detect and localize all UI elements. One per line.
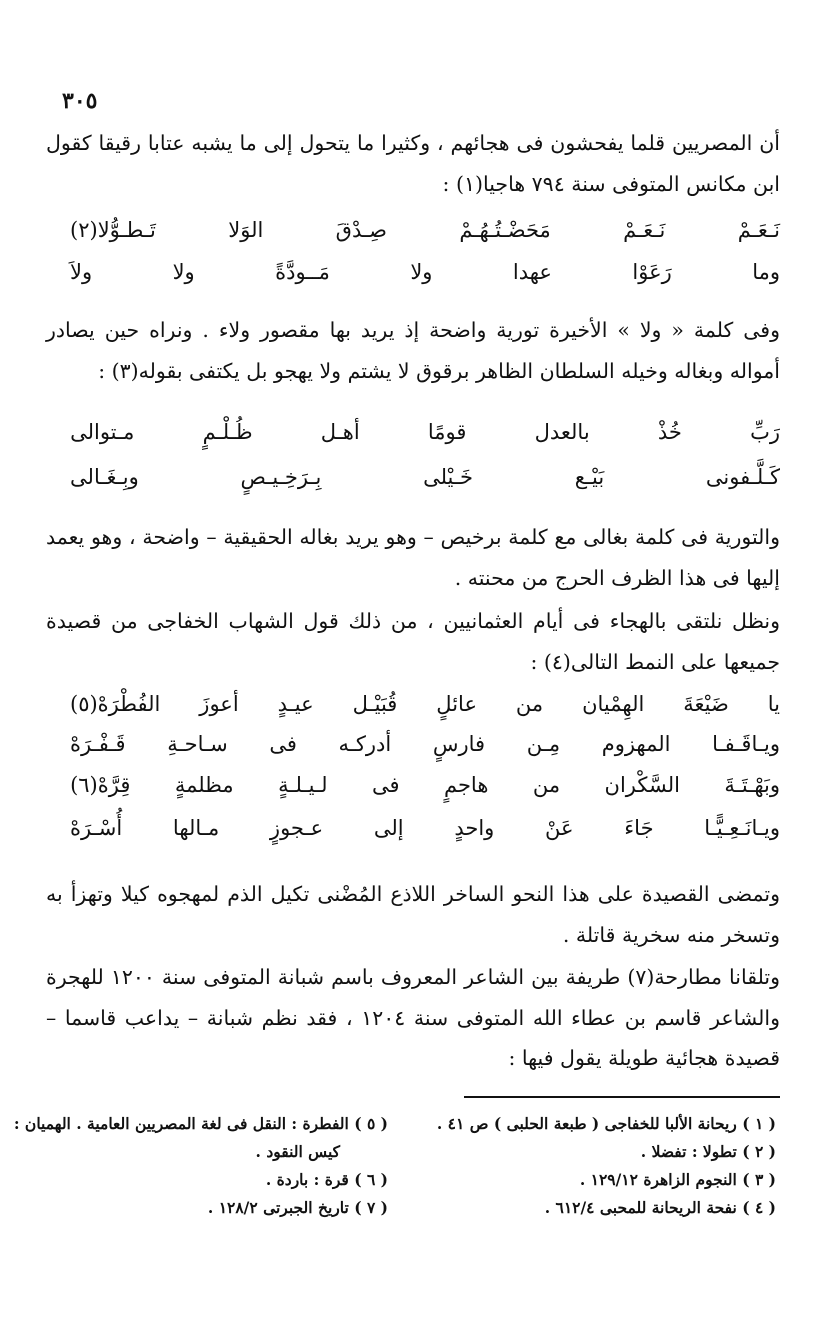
poem-word: فارسٍ (432, 732, 486, 756)
poem-word: ضَيْعَةَ (683, 692, 729, 716)
poem-word: لـيـلـةٍ (278, 773, 328, 797)
footnote-continuation: كيس النقود . (255, 1142, 340, 1161)
poem2-line-2 (70, 457, 780, 497)
poem-word: قومًا (427, 420, 467, 444)
poem-word: السَّكْران (604, 773, 680, 797)
footnote: ( ٦ ) قرة : باردة . (265, 1170, 388, 1189)
poem-word: نَـعَـمْ (623, 218, 666, 242)
footnote: ( ١ ) ريحانة الألبا للخفاجى ( طبعة الحلبى ) ص ٤١ . (436, 1114, 776, 1133)
poem3-line-3 (70, 765, 780, 805)
poem3-line-1 (70, 684, 780, 724)
footnote: ( ٤ ) نفحة الريحانة للمحبى ٦١٢/٤ . (544, 1198, 776, 1217)
poem-word: خَـيْلى (423, 465, 474, 489)
footnote: ( ٢ ) تطولا : تفضلا . (640, 1142, 776, 1161)
poem-word: من (532, 773, 561, 797)
poem-word: أهـل (320, 420, 360, 444)
poem-word: مَــودَّةً (275, 260, 330, 284)
poem-word: مِـن (526, 732, 561, 756)
paragraph-4: ونظل نلتقى بالهجاء فى أيام العثمانيين ، من ذلك قول الشهاب الخفاجى من قصيدة جميعها على النمط التالى(٤) : (46, 609, 780, 674)
poem-word: ولاَ (70, 260, 93, 284)
poem-word: وبَهْـتَـةَ (724, 773, 780, 797)
poem-word: ويـاقَـفـا (712, 732, 780, 756)
poem-word: من (515, 692, 544, 716)
poem3-line-4 (70, 808, 780, 848)
poem1-line-2 (70, 252, 780, 292)
poem-word: مظلمةٍ (174, 773, 234, 797)
poem-word: نَـعَـمْ (737, 218, 780, 242)
poem-word: عيـدٍ (277, 692, 314, 716)
poem1-line-1 (70, 210, 780, 250)
footnotes-right-column (436, 1110, 776, 1222)
poem-word: ويـانَـعِـيًّـا (704, 816, 780, 840)
poem-word: فى (269, 732, 297, 756)
poem-word: سـاحـةِ (167, 732, 228, 756)
poem-word: ولا (410, 260, 433, 284)
poem-word: مـتوالى (70, 420, 135, 444)
poem-word: هاجمٍ (443, 773, 489, 797)
poem-word: قَـفْـرَهْ (70, 732, 126, 756)
poem-word: مـالها (172, 816, 220, 840)
paragraph-6: وتلقانا مطارحة(٧) طريفة بين الشاعر المعروف باسم شبانة المتوفى سنة ١٢٠٠ للهجرة والشاعر قاسم بن عطاء الله المتوفى سنة ١٢٠٤ ، فقد نظم شبانة – يداعب قاسما – قصيدة هجائية طويلة يقول فيها : (46, 965, 781, 1070)
paragraph-5: وتمضى القصيدة على هذا النحو الساخر اللاذع المُضْنى تكيل الذم لمهجوه كيلا وتهزأ به وتسخر منه سخرية قاتلة . (46, 882, 780, 947)
paragraph-3: والتورية فى كلمة بغالى مع كلمة برخيص – وهو يريد بغاله الحقيقية – واضحة ، وهو يعمد إليها فى هذا الظرف الحرج من محنته . (46, 525, 780, 590)
footnote: ( ٣ ) النجوم الزاهرة ١٢٩/١٢ . (579, 1170, 776, 1189)
poem-word: أعوزَ (199, 692, 239, 716)
poem-word: بِـرَخِـيـصٍ (240, 465, 322, 489)
poem-word: خُذْ (657, 420, 682, 444)
poem-word: واحدٍ (454, 816, 495, 840)
poem-word: ولا (172, 260, 195, 284)
poem-word: جَاءَ (624, 816, 654, 840)
poem-word: كَـلَّـفونى (705, 465, 780, 489)
poem-word: عائلٍ (436, 692, 477, 716)
poem-word: فى (371, 773, 400, 797)
poem-word: رَعَوْا (632, 260, 672, 284)
poem-word: الفُطْرَهْ(٥) (70, 692, 161, 716)
footnote: ( ٥ ) الفطرة : النقل فى لغة المصريين العامية . الهميان : (13, 1114, 388, 1133)
paragraph-2: وفى كلمة « ولا » الأخيرة تورية واضحة إذ يريد بها مقصور ولاء . ونراه حين يصادر أمواله وبغاله وخيله السلطان الظاهر برقوق لا يشتم ولا يهجو بل يكتفى بقوله(٣) : (46, 318, 780, 383)
poem-word: قِرَّهْ(٦) (70, 773, 131, 797)
paragraph-1: أن المصريين قلما يفحشون فى هجائهم ، وكثيرا ما يتحول إلى ما يشبه عتابا رقيقا كقول ابن مكانس المتوفى سنة ٧٩٤ هاجيا(١) : (46, 131, 780, 196)
poem-word: وما (752, 260, 780, 284)
poem-word: عَنْ (545, 816, 574, 840)
footnotes-left-column (13, 1110, 388, 1222)
poem-word: عهدا (512, 260, 552, 284)
poem-word: عـجوزٍ (269, 816, 324, 840)
poem-word: إلى (373, 816, 404, 840)
poem3-line-2 (70, 724, 780, 764)
poem-word: أدركـه (338, 732, 392, 756)
poem-word: قُبَيْـل (352, 692, 398, 716)
poem-word: بَيْـع (574, 465, 605, 489)
page-number: ٣٠٥ (62, 88, 98, 114)
poem-word: تَـطـوُّلا(٢) (70, 218, 156, 242)
poem-word: المهزوم (601, 732, 671, 756)
poem-word: بالعدل (534, 420, 590, 444)
poem-word: الهِمْيان (582, 692, 645, 716)
poem-word: وبِـغَـالى (70, 465, 139, 489)
poem-word: الوَلا (228, 218, 264, 242)
footnote-divider (464, 1096, 780, 1098)
poem-word: مَحَضْـتُـهُـمْ (459, 218, 551, 242)
poem2-line-1 (70, 412, 780, 452)
poem-word: أُسْـرَهْ (70, 816, 123, 840)
poem-word: رَبِّ (750, 420, 780, 444)
poem-word: صِـدْقَ (335, 218, 387, 242)
poem-word: يا (767, 692, 780, 716)
footnote: ( ٧ ) تاريخ الجبرتى ١٢٨/٢ . (207, 1198, 388, 1217)
poem-word: ظُـلْـمٍ (202, 420, 253, 444)
